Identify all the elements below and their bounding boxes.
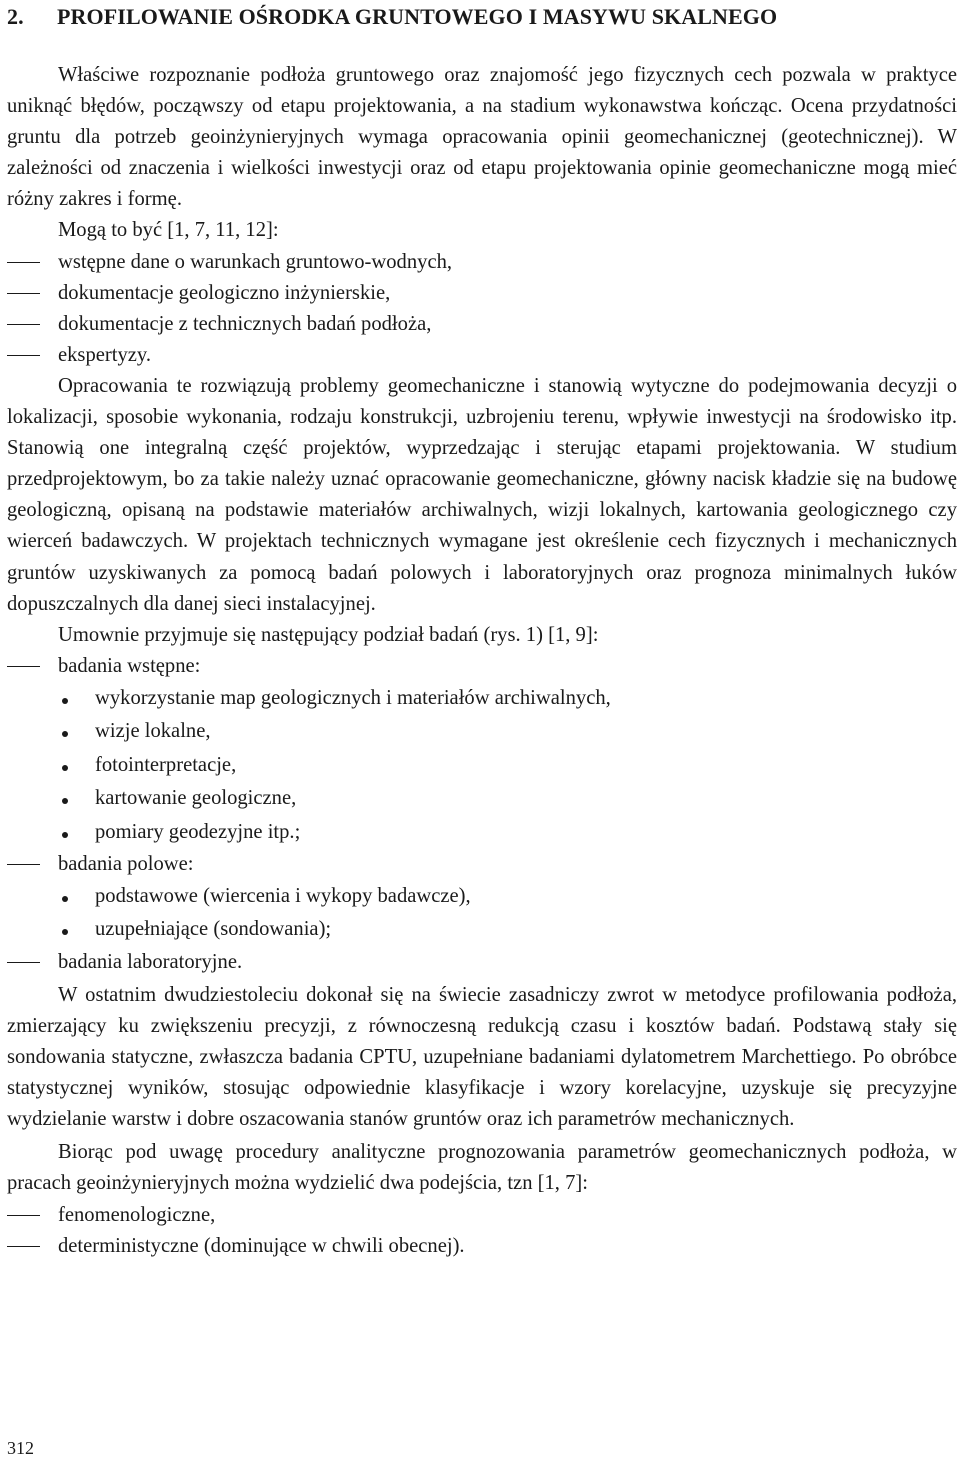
list-item: fenomenologiczne, — [7, 1200, 957, 1231]
bullet-item: pomiary geodezyjne itp.; — [7, 816, 957, 849]
paragraph-approaches: Biorąc pod uwagę procedury analityczne prognozowania parametrów geomechanicznych podłoża, w pracach geoinżynieryjnych można wydzielić dwa podejścia, tzn [1, 7]: — [7, 1141, 957, 1195]
bullet-item: wizje lokalne, — [7, 715, 957, 748]
section-title: PROFILOWANIE OŚRODKA GRUNTOWEGO I MASYWU SKALNEGO — [57, 4, 778, 29]
section-number: 2. — [7, 4, 24, 29]
paragraph-methodology: W ostatnim dwudziestoleciu dokonał się na świecie zasadniczy zwrot w metodyce profilowania podłoża, zmierzający ku zwiększeniu precyzji, z równoczesną redukcją czasu i kosztów badań. Podstawą stały się sondowania statyczne, zwłaszcza badania CPTU, uzupełniane badaniami dylatometrem Marchettiego. Po obróbce statystycznej wyników, stosując odpowiednie klasyfikacje i wzory korelacyjne, uzyskuje się precyzyjne wydzielanie warstw i dobre oszacowania stanów gruntów oraz ich parametrów mechanicznych. — [7, 983, 957, 1131]
list-item: dokumentacje geologiczno inżynierskie, — [7, 278, 957, 309]
bullet-item: wykorzystanie map geologicznych i materiałów archiwalnych, — [7, 682, 957, 715]
section-heading — [7, 4, 777, 30]
bullet-item: kartowanie geologiczne, — [7, 782, 957, 815]
research-category-preliminary: badania wstępne: — [7, 651, 957, 682]
bullet-item: uzupełniające (sondowania); — [7, 913, 957, 946]
research-category-field: badania polowe: — [7, 849, 957, 880]
list-item: deterministyczne (dominujące w chwili obecnej). — [7, 1231, 957, 1262]
list-item: ekspertyzy. — [7, 340, 957, 371]
paragraph-intro: Właściwe rozpoznanie podłoża gruntowego oraz znajomość jego fizycznych cech pozwala w praktyce uniknąć błędów, począwszy od etapu projektowania, a na stadium wykonawstwa kończąc. Ocena przydatności gruntu dla potrzeb geoinżynieryjnych wymaga opracowania opinii geomechanicznej (geotechnicznej). W zależności od znaczenia i wielkości inwestycji oraz od etapu projektowania opinie geomechaniczne mogą mieć różny zakres i formę. — [7, 64, 957, 211]
page-number: 312 — [7, 1438, 34, 1458]
list-item: wstępne dane o warunkach gruntowo-wodnych, — [7, 247, 957, 278]
paragraph-list-intro: Mogą to być [1, 7, 11, 12]: — [58, 219, 279, 242]
paragraph-analysis: Opracowania te rozwiązują problemy geomechaniczne i stanowią wytyczne do podejmowania decyzji o lokalizacji, sposobie wykonania, rodzaju konstrukcji, uzbrojeniu terenu, wpływie inwestycji na środowisko itp. Stanowią one integralną część projektów, wyprzedzając i sterując etapami projektowania. W studium przedprojektowym, bo za takie należy uznać opracowanie geomechaniczne, główny nacisk kładzie się na budowę geologiczną, opisaną na podstawie materiałów archiwalnych, wizji lokalnych, kartowania geologicznego czy wierceń badawczych. W projektach technicznych wymagane jest określenie cech fizycznych i mechanicznych gruntów uzyskiwanych za pomocą badań polowych i laboratoryjnych oraz prognoza minimalnych łuków dopuszczalnych dla danej sieci instalacyjnej. — [7, 374, 957, 615]
paragraph-research-intro: Umownie przyjmuje się następujący podział badań (rys. 1) [1, 9]: — [58, 623, 599, 646]
document-page — [7, 0, 957, 1462]
document-body — [7, 60, 957, 1262]
bullet-item: podstawowe (wiercenia i wykopy badawcze), — [7, 880, 957, 913]
list-item: dokumentacje z technicznych badań podłoża, — [7, 309, 957, 340]
research-category-lab: badania laboratoryjne. — [7, 947, 957, 978]
bullet-item: fotointerpretacje, — [7, 749, 957, 782]
